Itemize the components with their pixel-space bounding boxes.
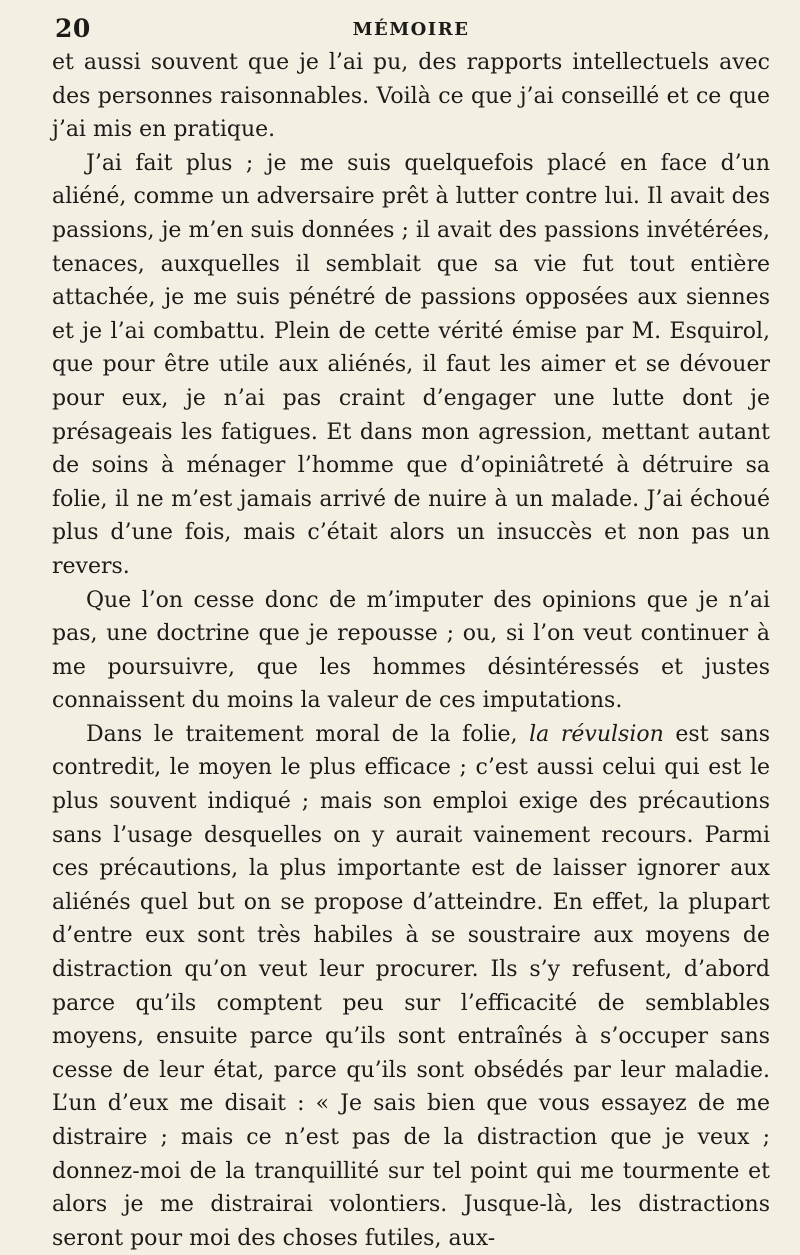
italic-term-revulsion: la révulsion [529, 721, 664, 747]
paragraph-2-text: J’ai fait plus ; je me suis quelquefois placé en face d’un aliéné, comme un adversaire prêt à lutter contre lui. Il avait des passions, je m’en suis données ; il avait des passions invétérées, tenaces, auxquelles il semblait que sa vie fut tout entière attachée, je me suis pénétré de passions opposées aux siennes et je l’ai combattu. Plein de cette vérité émise par M. Esquirol, que pour être utile aux aliénés, il faut les aimer et se dévouer pour eux, je n’ai pas craint d’engager une lutte dont je présageais les fatigues. Et dans mon agression, mettant autant de soins à ménager l’homme que d’opiniâtreté à détruire sa folie, il ne m’est jamais arrivé de nuire à un malade. J’ai échoué plus d’une fois, mais c’était alors un insuccès et non pas un revers. [52, 150, 770, 579]
book-page [52, 14, 770, 1255]
paragraph-4-text-end: est sans contredit, le moyen le plus efficace ; c’est aussi celui qui est le plus souvent indiqué ; mais son emploi exige des précautions sans l’usage desquelles on y aurait vainement recours. Parmi ces précautions, la plus importante est de laisser ignorer aux aliénés quel but on se propose d’atteindre. En effet, la plupart d’entre eux sont très habiles à se soustraire aux moyens de distraction qu’on veut leur procurer. Ils s’y refusent, d’abord parce qu’ils comptent peu sur l’efficacité de semblables moyens, ensuite parce qu’ils sont entraînés à s’occuper sans cesse de leur état, parce qu’ils sont obsédés par leur maladie. L’un d’eux me disait : « Je sais bien que vous essayez de me distraire ; mais ce n’est pas de la distraction que je veux ; donnez-moi de la tranquillité sur tel point qui me tourmente et alors je me distrairai volontiers. Jusque-là, les distractions seront pour moi des choses futiles, aux- [52, 721, 770, 1251]
paragraph-3 [52, 584, 770, 718]
paragraph-1-text: et aussi souvent que je l’ai pu, des rapports intellectuels avec des personnes raisonnables. Voilà ce que j’ai conseillé et ce que j’ai mis en pratique. [52, 50, 770, 143]
page-number: 20 [55, 14, 91, 43]
paragraph-4 [52, 718, 770, 1255]
paragraph-1 [52, 46, 770, 147]
running-head: MÉMOIRE [352, 19, 470, 40]
page-header [52, 14, 770, 44]
paragraph-2 [52, 147, 770, 584]
paragraph-3-text: Que l’on cesse donc de m’imputer des opinions que je n’ai pas, une doctrine que je repousse ; ou, si l’on veut continuer à me poursuivre, que les hommes désintéressés et justes connaissent du moins la valeur de ces imputations. [52, 587, 770, 714]
paragraph-4-text-start: Dans le traitement moral de la folie, [86, 721, 530, 747]
body-text [52, 46, 770, 1255]
